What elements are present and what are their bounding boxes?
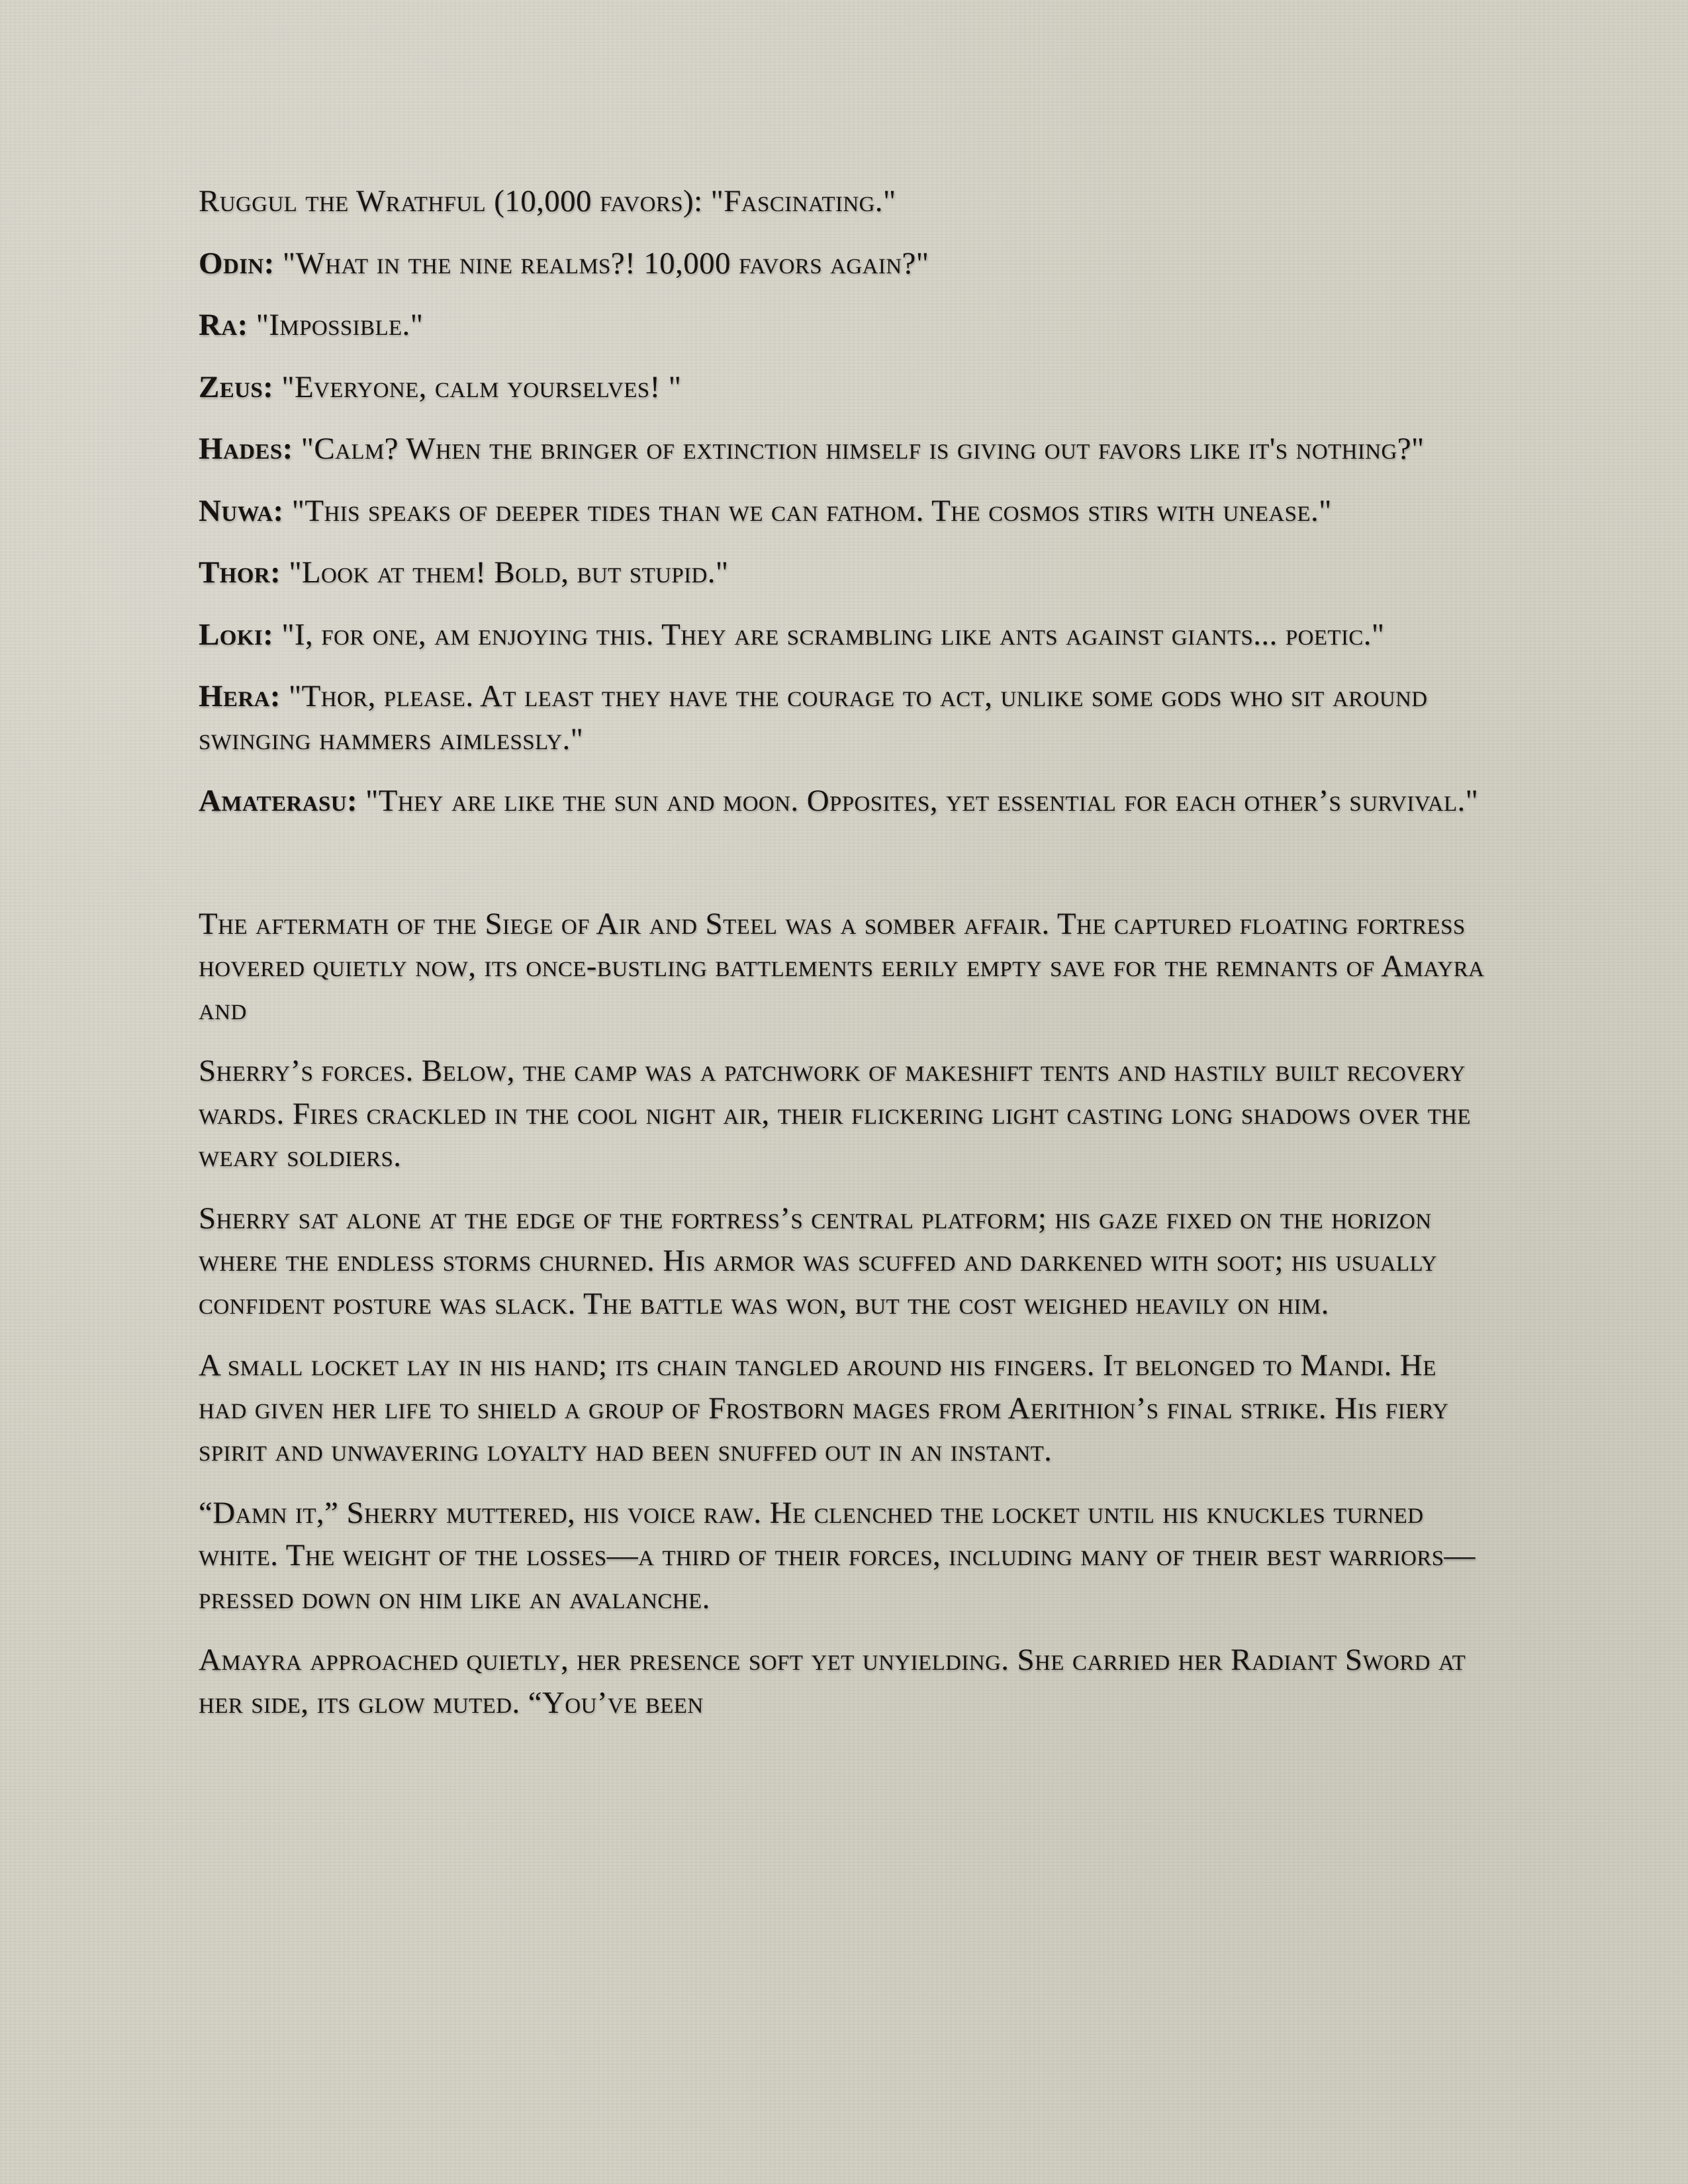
document-page bbox=[199, 180, 1489, 1743]
dialogue-line bbox=[199, 428, 1489, 471]
narrative-paragraph: A small locket lay in his hand; its chain tangled around his fingers. It belonged to Mandi. He had given her life to shield a group of Frostborn mages from Aerithion’s final strike. His fiery spirit and unwavering loyalty had been snuffed out in an instant. bbox=[199, 1348, 1449, 1468]
dialogue-text: "What in the nine realms?! 10,000 favors again?" bbox=[274, 246, 929, 281]
dialogue-text: "This speaks of deeper tides than we can fathom. The cosmos stirs with unease." bbox=[283, 493, 1332, 528]
dialogue-line bbox=[199, 242, 1489, 285]
dialogue-text: "I, for one, am enjoying this. They are scrambling like ants against giants... poetic." bbox=[273, 617, 1385, 652]
dialogue-text: "Look at them! Bold, but stupid." bbox=[281, 555, 729, 590]
dialogue-text: "Everyone, calm yourselves! " bbox=[273, 369, 682, 404]
speaker-name: Thor: bbox=[199, 555, 281, 590]
dialogue-text: "Impossible." bbox=[248, 308, 424, 342]
dialogue-line bbox=[199, 304, 1489, 347]
speaker-name: Nuwa: bbox=[199, 493, 284, 528]
dialogue-line bbox=[199, 614, 1489, 657]
narrative-paragraph: Amayra approached quietly, her presence soft yet unyielding. She carried her Radiant Sword at her side, its glow muted. “You’ve been bbox=[199, 1643, 1466, 1720]
dialogue-line bbox=[199, 780, 1489, 823]
speaker-name: Ra: bbox=[199, 308, 248, 342]
speaker-name: Loki: bbox=[199, 617, 274, 652]
speaker-name: Zeus: bbox=[199, 369, 274, 404]
dialogue-line bbox=[199, 180, 1489, 223]
dialogue-text: "Calm? When the bringer of extinction himself is giving out favors like it's nothing?" bbox=[293, 432, 1425, 466]
dialogue-text: "Thor, please. At least they have the courage to act, unlike some gods who sit around swinging hammers aimlessly." bbox=[199, 679, 1428, 756]
dialogue-line bbox=[199, 675, 1489, 760]
dialogue-text: Ruggul the Wrathful (10,000 favors): "Fascinating." bbox=[199, 184, 896, 218]
speaker-name: Hera: bbox=[199, 679, 281, 713]
section-spacer bbox=[199, 842, 1489, 903]
dialogue-line bbox=[199, 490, 1489, 533]
speaker-name: Odin: bbox=[199, 246, 275, 281]
speaker-name: Hades: bbox=[199, 432, 293, 466]
narrative-paragraph: The aftermath of the Siege of Air and Steel was a somber affair. The captured floating fortress hovered quietly now, its once-bustling battlements eerily empty save for the remnants of Amayra and bbox=[199, 906, 1485, 1026]
dialogue-text: "They are like the sun and moon. Opposites, yet essential for each other’s survival." bbox=[357, 784, 1479, 818]
dialogue-line bbox=[199, 551, 1489, 594]
narrative-paragraph: Sherry’s forces. Below, the camp was a patchwork of makeshift tents and hastily built recovery wards. Fires crackled in the cool night air, their flickering light casting long shadows over the weary soldiers. bbox=[199, 1054, 1471, 1173]
dialogue-line bbox=[199, 366, 1489, 409]
narrative-paragraph: Sherry sat alone at the edge of the fortress’s central platform; his gaze fixed on the horizon where the endless storms churned. His armor was scuffed and darkened with soot; his usually confident posture was slack. The battle was won, but the cost weighed heavily on him. bbox=[199, 1201, 1437, 1321]
narrative-paragraph: “Damn it,” Sherry muttered, his voice raw. He clenched the locket until his knuckles turned white. The weight of the losses—a third of their forces, including many of their best warriors—pressed down on him like an avalanche. bbox=[199, 1495, 1476, 1615]
speaker-name: Amaterasu: bbox=[199, 784, 357, 818]
